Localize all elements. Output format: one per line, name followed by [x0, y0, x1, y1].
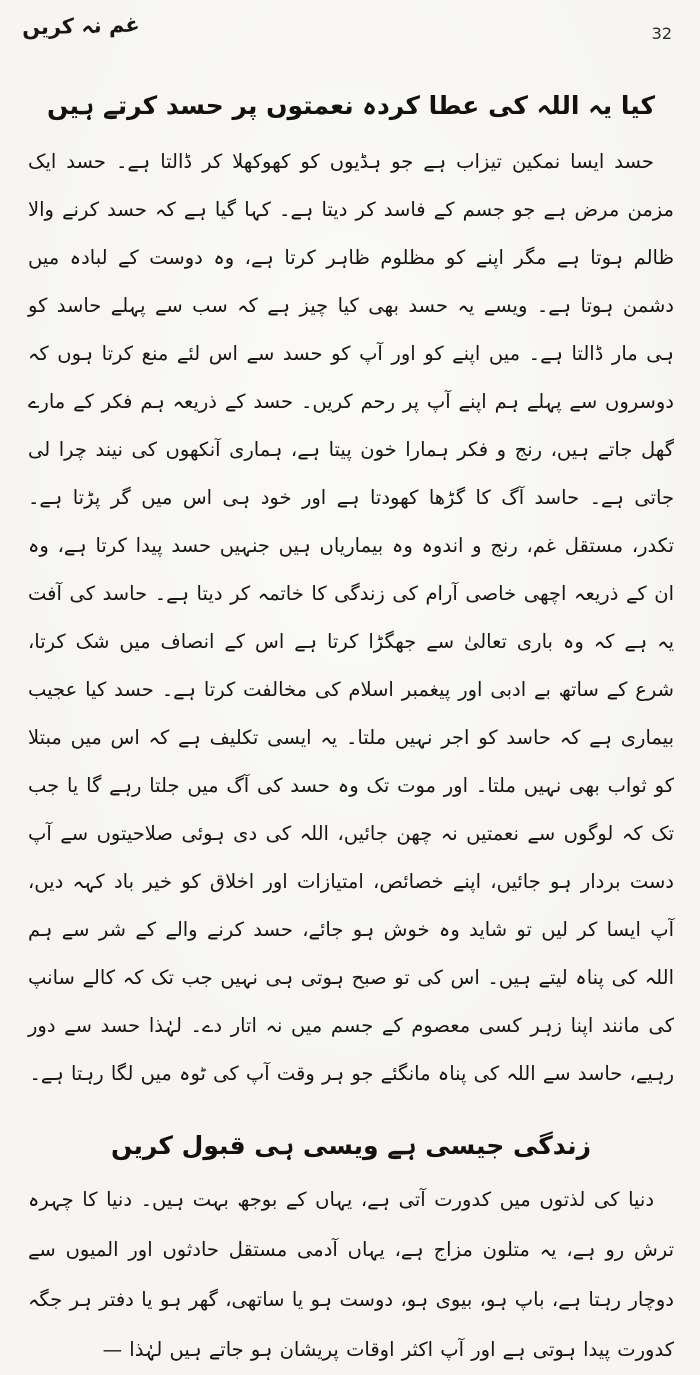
page-header [22, 14, 676, 43]
page-number: 32 [651, 24, 672, 43]
section-accept-life [28, 1128, 674, 1374]
section-envy [28, 88, 674, 1098]
chapter-heading: کیا یہ اللہ کی عطا کردہ نعمتوں پر حسد کرتے ہیں [46, 91, 656, 120]
running-title: غم نہ کریں [21, 12, 140, 40]
chapter-paragraph: حسد ایسا نمکین تیزاب ہے جو ہڈیوں کو کھوکھلا کر ڈالتا ہے۔ حسد ایک مزمن مرض ہے جو جسم کے فاسد کر دیتا ہے۔ کہا گیا ہے کہ حسد کرنے والا ظالم ہوتا ہے مگر اپنے کو مظلوم ظاہر کرتا ہے، وہ دوست کے لبادہ میں دشمن ہوتا ہے۔ ویسے یہ حسد بھی کیا چیز ہے کہ سب سے پہلے حاسد کو ہی مار ڈالتا ہے۔ میں اپنے کو اور آپ کو حسد سے اس لئے منع کرتا ہوں کہ دوسروں سے پہلے ہم اپنے آپ پر رحم کریں۔ حسد کے ذریعہ ہم فکر کے مارے گھل جاتے ہیں، رنج و فکر ہمارا خون پیتا ہے، ہماری آنکھوں کی نیند چرا لی جاتی ہے۔ حاسد آگ کا گڑھا کھودتا ہے اور خود ہی اس میں گر پڑتا ہے۔ تکدر، مستقل غم، رنج و اندوہ وہ بیماریاں ہیں جنہیں حسد پیدا کرتا ہے، وہ ان کے ذریعہ اچھی خاصی آرام کی زندگی کا خاتمہ کر دیتا ہے۔ حاسد کی آفت یہ ہے کہ وہ باری تعالیٰ سے جھگڑا کرتا ہے اس کے انصاف میں شک کرتا، شرع کے ساتھ بے ادبی اور پیغمبر اسلام کی مخالفت کرتا ہے۔ حسد کیا عجیب بیماری ہے کہ حاسد کو اجر نہیں ملتا۔ یہ ایسی تکلیف ہے کہ اس میں مبتلا کو ثواب بھی نہیں ملتا۔ اور موت تک وہ حسد کی آگ میں جلتا رہے گا یا جب تک کہ لوگوں سے نعمتیں نہ چھن جائیں، اللہ کی دی ہوئی صلاحیتوں سے آپ دست بردار ہو جائیں، اپنے خصائص، امتیازات اور اخلاق کو خیر باد کہہ دیں، آپ ایسا کر لیں تو شاید وہ خوش ہو جائے، حسد کرنے والے کے شر سے ہم اللہ کی پناہ لیتے ہیں۔ اس کی تو صبح ہوتی ہی نہیں جب تک کہ کالے سانپ کی مانند اپنا زہر کسی معصوم کے جسم میں نہ اتار دے۔ لہٰذا حسد سے دور رہیے، حاسد سے اللہ کی پناہ مانگئے جو ہر وقت آپ کی ٹوہ میں لگا رہتا ہے۔ [28, 150, 674, 1086]
chapter-paragraph: دنیا کی لذتوں میں کدورت آتی ہے، یہاں کے بوجھ بہت ہیں۔ دنیا کا چہرہ ترش رو ہے، یہ متلون مزاج ہے، یہاں آدمی مستقل حادثوں اور المیوں سے دوچار رہتا ہے، باپ ہو، بیوی ہو، دوست ہو یا ساتھی، گھر ہو یا دفتر ہر جگہ کدورت پیدا ہوتی ہے اور آپ اکثر اوقات پریشان ہو جاتے ہیں لہٰذا — [28, 1187, 674, 1361]
chapter-heading: زندگی جیسی ہے ویسی ہی قبول کریں [110, 1131, 592, 1161]
page-content [28, 72, 674, 1375]
